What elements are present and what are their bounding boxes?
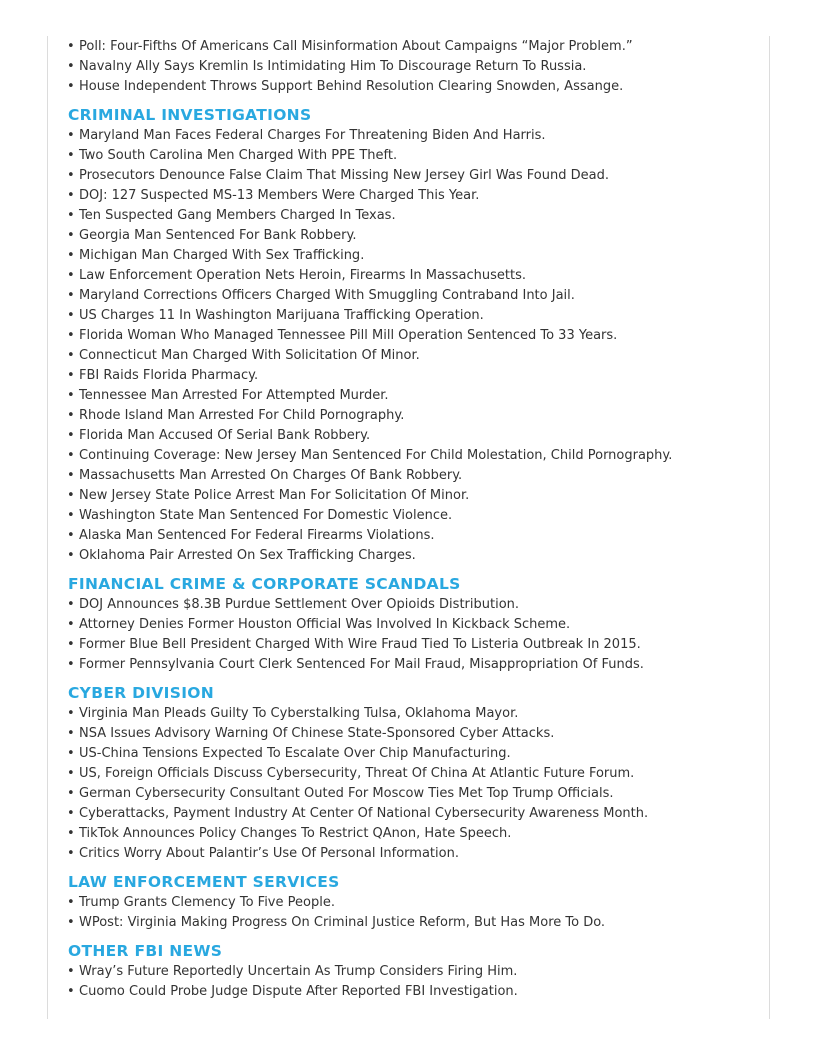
bullet-icon: • [67,766,75,781]
news-item[interactable] [67,346,757,366]
news-item-text[interactable]: Georgia Man Sentenced For Bank Robbery. [79,228,357,243]
section-list [67,704,757,864]
news-item[interactable] [67,744,757,764]
bullet-icon: • [67,786,75,801]
news-item[interactable] [67,982,757,1002]
news-item-text[interactable]: DOJ: 127 Suspected MS-13 Members Were Charged This Year. [79,188,480,203]
news-item-text[interactable]: Critics Worry About Palantir’s Use Of Personal Information. [79,846,459,861]
bullet-icon: • [67,348,75,363]
news-item-text[interactable]: Poll: Four-Fifths Of Americans Call Misinformation About Campaigns “Major Problem.” [79,39,633,54]
news-item[interactable] [67,406,757,426]
bullet-icon: • [67,895,75,910]
bullet-icon: • [67,706,75,721]
bullet-icon: • [67,368,75,383]
news-section [67,940,757,1002]
news-item[interactable] [67,246,757,266]
news-item-text[interactable]: Cuomo Could Probe Judge Dispute After Reported FBI Investigation. [79,984,518,999]
bullet-icon: • [67,79,75,94]
news-item[interactable] [67,615,757,635]
news-item[interactable] [67,146,757,166]
news-item-text[interactable]: Continuing Coverage: New Jersey Man Sentenced For Child Molestation, Child Pornography. [79,448,673,463]
news-item-text[interactable]: Florida Woman Who Managed Tennessee Pill Mill Operation Sentenced To 33 Years. [79,328,618,343]
section-list [67,126,757,566]
news-item[interactable] [67,506,757,526]
bullet-icon: • [67,308,75,323]
newsletter-body [67,37,757,1002]
bullet-icon: • [67,468,75,483]
news-item-text[interactable]: FBI Raids Florida Pharmacy. [79,368,259,383]
bullet-icon: • [67,248,75,263]
section-heading: FINANCIAL CRIME & CORPORATE SCANDALS [68,575,461,593]
bullet-icon: • [67,637,75,652]
news-section [67,871,757,933]
news-item[interactable] [67,186,757,206]
bullet-icon: • [67,408,75,423]
bullet-icon: • [67,268,75,283]
bullet-icon: • [67,328,75,343]
news-item-text[interactable]: Rhode Island Man Arrested For Child Pornography. [79,408,405,423]
section-list [67,893,757,933]
news-item[interactable] [67,844,757,864]
bullet-icon: • [67,168,75,183]
news-item-text[interactable]: TikTok Announces Policy Changes To Restrict QAnon, Hate Speech. [79,826,512,841]
news-item[interactable] [67,226,757,246]
news-item-text[interactable]: Wray’s Future Reportedly Uncertain As Trump Considers Firing Him. [79,964,518,979]
bullet-icon: • [67,746,75,761]
news-item-text[interactable]: Ten Suspected Gang Members Charged In Texas. [79,208,396,223]
bullet-icon: • [67,984,75,999]
section-list [67,595,757,675]
news-item[interactable] [67,913,757,933]
news-item[interactable] [67,366,757,386]
bullet-icon: • [67,39,75,54]
news-item[interactable] [67,166,757,186]
news-item-text[interactable]: Former Blue Bell President Charged With Wire Fraud Tied To Listeria Outbreak In 2015. [79,637,641,652]
bullet-icon: • [67,806,75,821]
news-item[interactable] [67,784,757,804]
news-item-text[interactable]: New Jersey State Police Arrest Man For Solicitation Of Minor. [79,488,470,503]
sections-container [67,104,757,1002]
news-item-text[interactable]: Two South Carolina Men Charged With PPE Theft. [79,148,398,163]
news-item-text[interactable]: Oklahoma Pair Arrested On Sex Trafficking Charges. [79,548,416,563]
bullet-icon: • [67,208,75,223]
bullet-icon: • [67,528,75,543]
news-item-text[interactable]: Law Enforcement Operation Nets Heroin, Firearms In Massachusetts. [79,268,526,283]
news-item[interactable] [67,893,757,913]
bullet-icon: • [67,448,75,463]
news-item[interactable] [67,804,757,824]
section-heading: LAW ENFORCEMENT SERVICES [68,873,340,891]
bullet-icon: • [67,428,75,443]
news-item[interactable] [67,595,757,615]
news-item[interactable] [67,126,757,146]
news-item-text[interactable]: House Independent Throws Support Behind Resolution Clearing Snowden, Assange. [79,79,624,94]
news-item-text[interactable]: Cyberattacks, Payment Industry At Center Of National Cybersecurity Awareness Month. [79,806,649,821]
news-item-text[interactable]: Connecticut Man Charged With Solicitation Of Minor. [79,348,420,363]
news-item[interactable] [67,635,757,655]
news-item[interactable] [67,266,757,286]
bullet-icon: • [67,188,75,203]
news-section [67,682,757,864]
news-item[interactable] [67,466,757,486]
news-item[interactable] [67,764,757,784]
bullet-icon: • [67,288,75,303]
news-item-text[interactable]: Washington State Man Sentenced For Domestic Violence. [79,508,453,523]
news-item[interactable] [67,526,757,546]
news-item-text[interactable]: Massachusetts Man Arrested On Charges Of Bank Robbery. [79,468,463,483]
news-item-text[interactable]: US, Foreign Officials Discuss Cybersecurity, Threat Of China At Atlantic Future Forum. [79,766,635,781]
news-item[interactable] [67,286,757,306]
news-item[interactable] [67,77,757,97]
bullet-icon: • [67,128,75,143]
news-item-text[interactable]: WPost: Virginia Making Progress On Criminal Justice Reform, But Has More To Do. [79,915,606,930]
bullet-icon: • [67,846,75,861]
news-item-text[interactable]: Michigan Man Charged With Sex Trafficking. [79,248,365,263]
news-item-text[interactable]: NSA Issues Advisory Warning Of Chinese State-Sponsored Cyber Attacks. [79,726,555,741]
news-item[interactable] [67,426,757,446]
bullet-icon: • [67,657,75,672]
section-heading: OTHER FBI NEWS [68,942,223,960]
news-item-text[interactable]: Florida Man Accused Of Serial Bank Robbery. [79,428,371,443]
news-section [67,104,757,566]
bullet-icon: • [67,548,75,563]
news-item[interactable] [67,704,757,724]
bullet-icon: • [67,228,75,243]
news-item-text[interactable]: Alaska Man Sentenced For Federal Firearms Violations. [79,528,435,543]
news-item-text[interactable]: Virginia Man Pleads Guilty To Cyberstalking Tulsa, Oklahoma Mayor. [79,706,519,721]
news-item-text[interactable]: US-China Tensions Expected To Escalate Over Chip Manufacturing. [79,746,511,761]
news-item[interactable] [67,306,757,326]
news-item[interactable] [67,824,757,844]
section-heading: CYBER DIVISION [68,684,215,702]
news-section [67,573,757,675]
news-item-text[interactable]: Tennessee Man Arrested For Attempted Murder. [79,388,389,403]
news-item-text[interactable]: Maryland Corrections Officers Charged With Smuggling Contraband Into Jail. [79,288,575,303]
news-item-text[interactable]: Attorney Denies Former Houston Official Was Involved In Kickback Scheme. [79,617,571,632]
news-item[interactable] [67,386,757,406]
news-item-text[interactable]: US Charges 11 In Washington Marijuana Trafficking Operation. [79,308,484,323]
section-heading: CRIMINAL INVESTIGATIONS [68,106,312,124]
news-item[interactable] [67,724,757,744]
bullet-icon: • [67,826,75,841]
bullet-icon: • [67,508,75,523]
news-item-text[interactable]: German Cybersecurity Consultant Outed For Moscow Ties Met Top Trump Officials. [79,786,614,801]
news-item[interactable] [67,655,757,675]
news-item[interactable] [67,446,757,466]
news-item[interactable] [67,37,757,57]
news-item-text[interactable]: Former Pennsylvania Court Clerk Sentenced For Mail Fraud, Misappropriation Of Funds. [79,657,644,672]
news-item-text[interactable]: Maryland Man Faces Federal Charges For Threatening Biden And Harris. [79,128,546,143]
intro-list [67,37,757,97]
bullet-icon: • [67,488,75,503]
bullet-icon: • [67,597,75,612]
bullet-icon: • [67,726,75,741]
bullet-icon: • [67,915,75,930]
news-item-text[interactable]: Prosecutors Denounce False Claim That Missing New Jersey Girl Was Found Dead. [79,168,609,183]
news-item[interactable] [67,546,757,566]
news-item-text[interactable]: Trump Grants Clemency To Five People. [79,895,335,910]
bullet-icon: • [67,388,75,403]
news-item[interactable] [67,206,757,226]
news-item[interactable] [67,486,757,506]
news-item[interactable] [67,962,757,982]
news-item-text[interactable]: Navalny Ally Says Kremlin Is Intimidating Him To Discourage Return To Russia. [79,59,587,74]
bullet-icon: • [67,617,75,632]
bullet-icon: • [67,148,75,163]
news-item[interactable] [67,57,757,77]
bullet-icon: • [67,59,75,74]
news-item-text[interactable]: DOJ Announces $8.3B Purdue Settlement Over Opioids Distribution. [79,597,520,612]
news-item[interactable] [67,326,757,346]
section-list [67,962,757,1002]
bullet-icon: • [67,964,75,979]
